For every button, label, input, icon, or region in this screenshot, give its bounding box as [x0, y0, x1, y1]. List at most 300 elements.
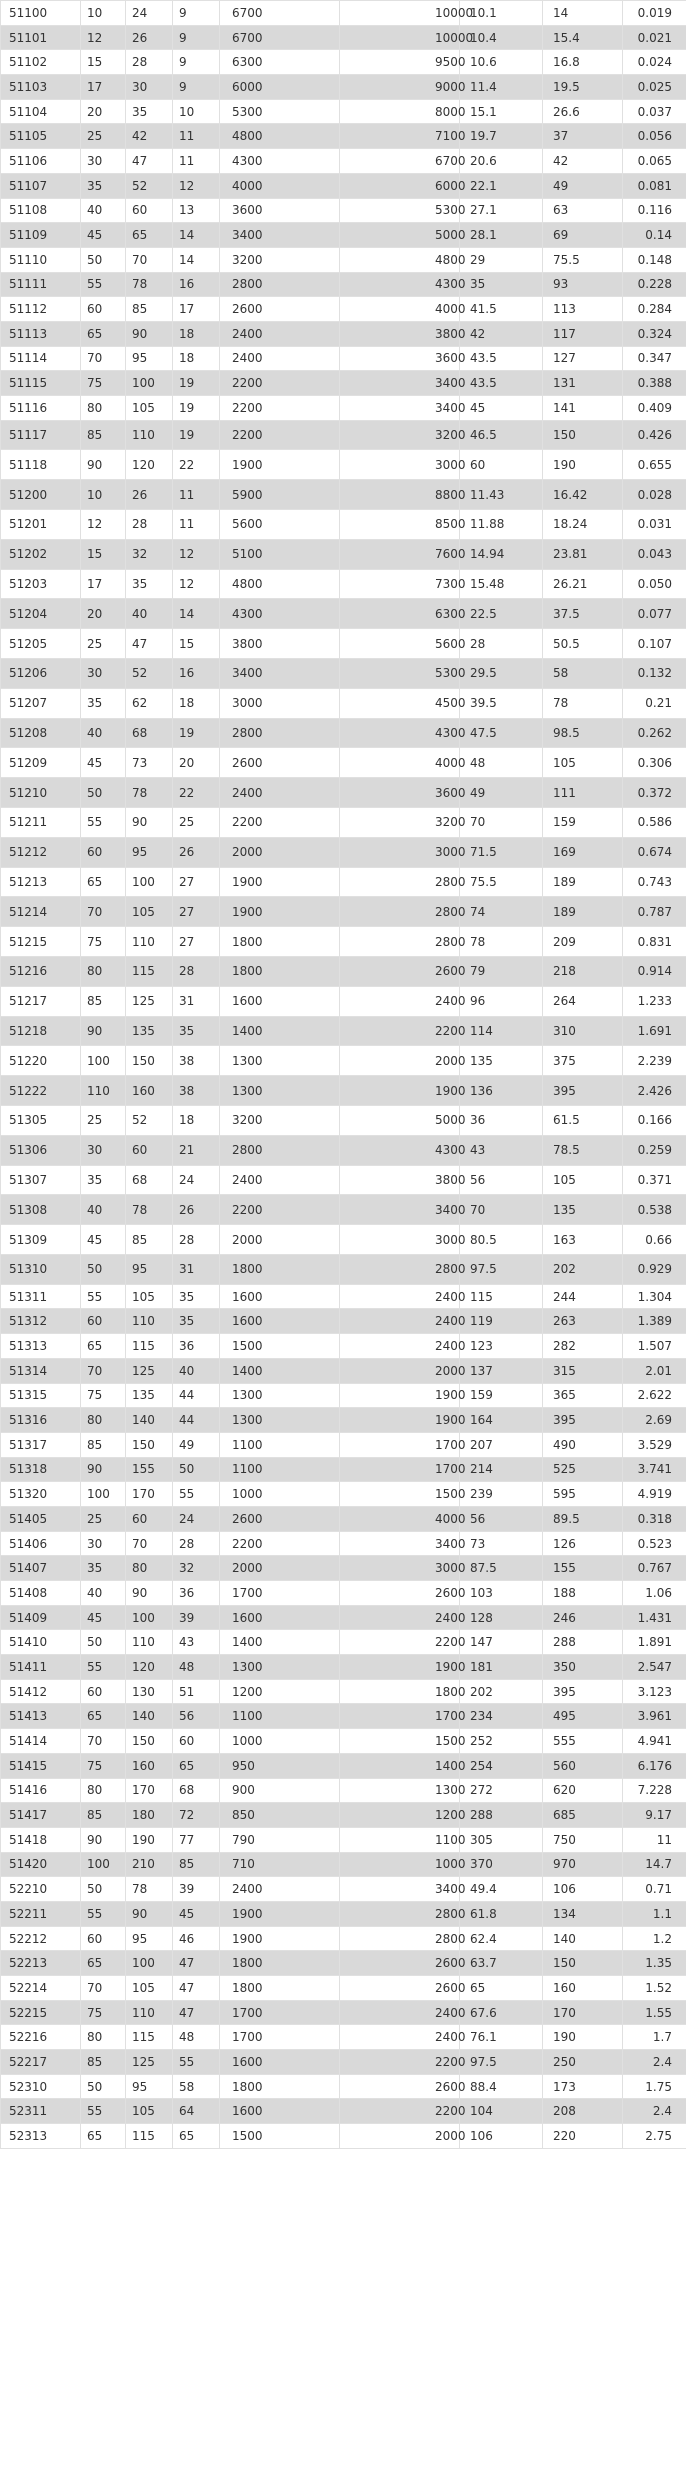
speed-grease-cell: 1600 [220, 1309, 340, 1334]
table-row [1, 321, 686, 346]
height-cell: 43 [173, 1630, 220, 1655]
table-row [1, 198, 686, 223]
dynamic-load-cell: 10.6 [460, 50, 543, 75]
speed-oil-cell: 2000 [340, 1046, 460, 1076]
inner-diameter-cell: 80 [81, 957, 126, 987]
inner-diameter-cell: 50 [81, 1255, 126, 1285]
inner-diameter-cell: 25 [81, 1506, 126, 1531]
dynamic-load-cell: 11.88 [460, 510, 543, 540]
speed-grease-cell: 1400 [220, 1358, 340, 1383]
height-cell: 48 [173, 1655, 220, 1680]
static-load-cell: 93 [543, 272, 623, 297]
height-cell: 38 [173, 1046, 220, 1076]
height-cell: 21 [173, 1135, 220, 1165]
speed-oil-cell: 5600 [340, 629, 460, 659]
weight-cell: 0.132 [623, 659, 686, 689]
dynamic-load-cell: 20.6 [460, 149, 543, 174]
static-load-cell: 208 [543, 2099, 623, 2124]
speed-oil-cell: 3600 [340, 778, 460, 808]
speed-oil-cell: 2600 [340, 1976, 460, 2001]
model-cell: 51104 [1, 99, 81, 124]
outer-diameter-cell: 26 [126, 25, 173, 50]
weight-cell: 0.116 [623, 198, 686, 223]
inner-diameter-cell: 110 [81, 1076, 126, 1106]
weight-cell: 0.409 [623, 396, 686, 421]
table-row [1, 1976, 686, 2001]
static-load-cell: 365 [543, 1383, 623, 1408]
outer-diameter-cell: 105 [126, 2099, 173, 2124]
model-cell: 51209 [1, 748, 81, 778]
dynamic-load-cell: 71.5 [460, 837, 543, 867]
static-load-cell: 106 [543, 1877, 623, 1902]
inner-diameter-cell: 70 [81, 346, 126, 371]
weight-cell: 0.586 [623, 808, 686, 838]
table-row [1, 510, 686, 540]
static-load-cell: 155 [543, 1556, 623, 1581]
weight-cell: 11 [623, 1827, 686, 1852]
static-load-cell: 555 [543, 1729, 623, 1754]
speed-grease-cell: 2400 [220, 321, 340, 346]
speed-grease-cell: 3600 [220, 198, 340, 223]
static-load-cell: 58 [543, 659, 623, 689]
inner-diameter-cell: 65 [81, 1951, 126, 1976]
height-cell: 26 [173, 837, 220, 867]
dynamic-load-cell: 19.7 [460, 124, 543, 149]
inner-diameter-cell: 90 [81, 1827, 126, 1852]
inner-diameter-cell: 40 [81, 718, 126, 748]
table-row [1, 480, 686, 510]
model-cell: 51105 [1, 124, 81, 149]
weight-cell: 0.259 [623, 1135, 686, 1165]
inner-diameter-cell: 75 [81, 371, 126, 396]
outer-diameter-cell: 32 [126, 539, 173, 569]
speed-oil-cell: 5000 [340, 223, 460, 248]
speed-grease-cell: 1800 [220, 1255, 340, 1285]
model-cell: 51411 [1, 1655, 81, 1680]
dynamic-load-cell: 67.6 [460, 2000, 543, 2025]
model-cell: 51103 [1, 75, 81, 100]
inner-diameter-cell: 85 [81, 1803, 126, 1828]
weight-cell: 1.2 [623, 1926, 686, 1951]
weight-cell: 1.52 [623, 1976, 686, 2001]
table-row [1, 1704, 686, 1729]
outer-diameter-cell: 170 [126, 1778, 173, 1803]
outer-diameter-cell: 110 [126, 1309, 173, 1334]
speed-grease-cell: 6000 [220, 75, 340, 100]
outer-diameter-cell: 105 [126, 1976, 173, 2001]
static-load-cell: 150 [543, 420, 623, 450]
speed-oil-cell: 2200 [340, 1016, 460, 1046]
height-cell: 65 [173, 1753, 220, 1778]
dynamic-load-cell: 45 [460, 396, 543, 421]
height-cell: 22 [173, 450, 220, 480]
inner-diameter-cell: 55 [81, 1655, 126, 1680]
inner-diameter-cell: 17 [81, 569, 126, 599]
inner-diameter-cell: 75 [81, 2000, 126, 2025]
static-load-cell: 685 [543, 1803, 623, 1828]
speed-grease-cell: 1600 [220, 1284, 340, 1309]
speed-grease-cell: 1000 [220, 1482, 340, 1507]
table-row [1, 897, 686, 927]
outer-diameter-cell: 110 [126, 420, 173, 450]
dynamic-load-cell: 46.5 [460, 420, 543, 450]
static-load-cell: 315 [543, 1358, 623, 1383]
static-load-cell: 126 [543, 1531, 623, 1556]
speed-oil-cell: 1000 [340, 1852, 460, 1877]
dynamic-load-cell: 43.5 [460, 346, 543, 371]
outer-diameter-cell: 60 [126, 198, 173, 223]
table-row [1, 149, 686, 174]
speed-grease-cell: 6700 [220, 1, 340, 26]
speed-grease-cell: 1000 [220, 1729, 340, 1754]
model-cell: 51214 [1, 897, 81, 927]
static-load-cell: 264 [543, 986, 623, 1016]
model-cell: 52216 [1, 2025, 81, 2050]
outer-diameter-cell: 180 [126, 1803, 173, 1828]
model-cell: 52211 [1, 1901, 81, 1926]
inner-diameter-cell: 45 [81, 223, 126, 248]
outer-diameter-cell: 210 [126, 1852, 173, 1877]
outer-diameter-cell: 35 [126, 569, 173, 599]
height-cell: 36 [173, 1581, 220, 1606]
static-load-cell: 202 [543, 1255, 623, 1285]
static-load-cell: 750 [543, 1827, 623, 1852]
inner-diameter-cell: 100 [81, 1046, 126, 1076]
static-load-cell: 16.8 [543, 50, 623, 75]
weight-cell: 2.426 [623, 1076, 686, 1106]
weight-cell: 0.538 [623, 1195, 686, 1225]
static-load-cell: 37.5 [543, 599, 623, 629]
speed-oil-cell: 2800 [340, 1926, 460, 1951]
speed-oil-cell: 1900 [340, 1383, 460, 1408]
inner-diameter-cell: 75 [81, 1383, 126, 1408]
inner-diameter-cell: 80 [81, 1408, 126, 1433]
speed-grease-cell: 2800 [220, 272, 340, 297]
outer-diameter-cell: 100 [126, 1605, 173, 1630]
outer-diameter-cell: 78 [126, 1877, 173, 1902]
outer-diameter-cell: 100 [126, 867, 173, 897]
weight-cell: 0.077 [623, 599, 686, 629]
speed-grease-cell: 3200 [220, 247, 340, 272]
speed-oil-cell: 1900 [340, 1655, 460, 1680]
table-row [1, 1482, 686, 1507]
dynamic-load-cell: 76.1 [460, 2025, 543, 2050]
outer-diameter-cell: 95 [126, 2074, 173, 2099]
table-row [1, 1225, 686, 1255]
speed-grease-cell: 2200 [220, 808, 340, 838]
outer-diameter-cell: 125 [126, 2050, 173, 2075]
height-cell: 27 [173, 927, 220, 957]
height-cell: 58 [173, 2074, 220, 2099]
static-load-cell: 190 [543, 450, 623, 480]
outer-diameter-cell: 115 [126, 1334, 173, 1359]
model-cell: 52213 [1, 1951, 81, 1976]
inner-diameter-cell: 65 [81, 1334, 126, 1359]
weight-cell: 0.347 [623, 346, 686, 371]
dynamic-load-cell: 63.7 [460, 1951, 543, 1976]
outer-diameter-cell: 150 [126, 1046, 173, 1076]
weight-cell: 0.166 [623, 1106, 686, 1136]
table-row [1, 1877, 686, 1902]
model-cell: 51210 [1, 778, 81, 808]
model-cell: 51116 [1, 396, 81, 421]
speed-grease-cell: 1300 [220, 1383, 340, 1408]
height-cell: 16 [173, 659, 220, 689]
outer-diameter-cell: 140 [126, 1704, 173, 1729]
table-row [1, 629, 686, 659]
speed-grease-cell: 2200 [220, 420, 340, 450]
model-cell: 51307 [1, 1165, 81, 1195]
speed-grease-cell: 1200 [220, 1679, 340, 1704]
static-load-cell: 560 [543, 1753, 623, 1778]
speed-oil-cell: 1500 [340, 1482, 460, 1507]
static-load-cell: 111 [543, 778, 623, 808]
height-cell: 12 [173, 539, 220, 569]
speed-oil-cell: 1200 [340, 1803, 460, 1828]
weight-cell: 1.389 [623, 1309, 686, 1334]
table-row [1, 1195, 686, 1225]
height-cell: 14 [173, 599, 220, 629]
weight-cell: 0.056 [623, 124, 686, 149]
table-row [1, 599, 686, 629]
dynamic-load-cell: 104 [460, 2099, 543, 2124]
inner-diameter-cell: 60 [81, 837, 126, 867]
inner-diameter-cell: 55 [81, 1901, 126, 1926]
weight-cell: 2.547 [623, 1655, 686, 1680]
model-cell: 51212 [1, 837, 81, 867]
outer-diameter-cell: 105 [126, 897, 173, 927]
speed-oil-cell: 2800 [340, 927, 460, 957]
speed-oil-cell: 2800 [340, 1255, 460, 1285]
height-cell: 28 [173, 957, 220, 987]
table-row [1, 659, 686, 689]
inner-diameter-cell: 55 [81, 272, 126, 297]
static-load-cell: 78 [543, 688, 623, 718]
outer-diameter-cell: 115 [126, 2124, 173, 2149]
model-cell: 51112 [1, 297, 81, 322]
dynamic-load-cell: 80.5 [460, 1225, 543, 1255]
model-cell: 51203 [1, 569, 81, 599]
table-row [1, 50, 686, 75]
outer-diameter-cell: 155 [126, 1457, 173, 1482]
outer-diameter-cell: 28 [126, 510, 173, 540]
static-load-cell: 134 [543, 1901, 623, 1926]
dynamic-load-cell: 164 [460, 1408, 543, 1433]
height-cell: 85 [173, 1852, 220, 1877]
speed-oil-cell: 2600 [340, 1581, 460, 1606]
dynamic-load-cell: 28 [460, 629, 543, 659]
height-cell: 49 [173, 1432, 220, 1457]
static-load-cell: 190 [543, 2025, 623, 2050]
speed-oil-cell: 3400 [340, 1877, 460, 1902]
speed-grease-cell: 1600 [220, 2050, 340, 2075]
inner-diameter-cell: 70 [81, 897, 126, 927]
table-row [1, 223, 686, 248]
dynamic-load-cell: 128 [460, 1605, 543, 1630]
static-load-cell: 595 [543, 1482, 623, 1507]
speed-oil-cell: 3200 [340, 420, 460, 450]
static-load-cell: 244 [543, 1284, 623, 1309]
speed-grease-cell: 4800 [220, 124, 340, 149]
weight-cell: 1.507 [623, 1334, 686, 1359]
speed-grease-cell: 2400 [220, 1165, 340, 1195]
speed-grease-cell: 1900 [220, 867, 340, 897]
inner-diameter-cell: 80 [81, 2025, 126, 2050]
table-row [1, 124, 686, 149]
weight-cell: 0.228 [623, 272, 686, 297]
static-load-cell: 61.5 [543, 1106, 623, 1136]
model-cell: 51313 [1, 1334, 81, 1359]
model-cell: 52214 [1, 1976, 81, 2001]
dynamic-load-cell: 305 [460, 1827, 543, 1852]
speed-grease-cell: 1600 [220, 2099, 340, 2124]
static-load-cell: 42 [543, 149, 623, 174]
height-cell: 45 [173, 1901, 220, 1926]
dynamic-load-cell: 27.1 [460, 198, 543, 223]
model-cell: 51213 [1, 867, 81, 897]
model-cell: 51100 [1, 1, 81, 26]
speed-oil-cell: 9000 [340, 75, 460, 100]
outer-diameter-cell: 110 [126, 927, 173, 957]
outer-diameter-cell: 60 [126, 1506, 173, 1531]
speed-grease-cell: 2000 [220, 1225, 340, 1255]
dynamic-load-cell: 78 [460, 927, 543, 957]
speed-oil-cell: 1400 [340, 1753, 460, 1778]
inner-diameter-cell: 50 [81, 1630, 126, 1655]
dynamic-load-cell: 272 [460, 1778, 543, 1803]
outer-diameter-cell: 140 [126, 1408, 173, 1433]
dynamic-load-cell: 35 [460, 272, 543, 297]
table-row [1, 99, 686, 124]
dynamic-load-cell: 56 [460, 1506, 543, 1531]
inner-diameter-cell: 10 [81, 480, 126, 510]
speed-grease-cell: 850 [220, 1803, 340, 1828]
height-cell: 10 [173, 99, 220, 124]
height-cell: 72 [173, 1803, 220, 1828]
outer-diameter-cell: 160 [126, 1076, 173, 1106]
weight-cell: 2.75 [623, 2124, 686, 2149]
height-cell: 48 [173, 2025, 220, 2050]
height-cell: 44 [173, 1383, 220, 1408]
dynamic-load-cell: 252 [460, 1729, 543, 1754]
dynamic-load-cell: 159 [460, 1383, 543, 1408]
weight-cell: 0.523 [623, 1531, 686, 1556]
height-cell: 19 [173, 371, 220, 396]
speed-oil-cell: 4000 [340, 1506, 460, 1531]
table-row [1, 2099, 686, 2124]
speed-grease-cell: 1700 [220, 2025, 340, 2050]
outer-diameter-cell: 78 [126, 1195, 173, 1225]
table-row [1, 371, 686, 396]
speed-oil-cell: 6300 [340, 599, 460, 629]
speed-oil-cell: 3400 [340, 371, 460, 396]
static-load-cell: 495 [543, 1704, 623, 1729]
static-load-cell: 350 [543, 1655, 623, 1680]
table-row [1, 2074, 686, 2099]
model-cell: 52210 [1, 1877, 81, 1902]
static-load-cell: 113 [543, 297, 623, 322]
static-load-cell: 89.5 [543, 1506, 623, 1531]
table-row [1, 1679, 686, 1704]
table-row [1, 297, 686, 322]
inner-diameter-cell: 65 [81, 2124, 126, 2149]
outer-diameter-cell: 95 [126, 346, 173, 371]
weight-cell: 2.622 [623, 1383, 686, 1408]
dynamic-load-cell: 41.5 [460, 297, 543, 322]
inner-diameter-cell: 90 [81, 450, 126, 480]
inner-diameter-cell: 85 [81, 1432, 126, 1457]
weight-cell: 1.7 [623, 2025, 686, 2050]
inner-diameter-cell: 80 [81, 396, 126, 421]
weight-cell: 0.71 [623, 1877, 686, 1902]
height-cell: 9 [173, 25, 220, 50]
outer-diameter-cell: 120 [126, 1655, 173, 1680]
table-row [1, 1951, 686, 1976]
model-cell: 51109 [1, 223, 81, 248]
static-load-cell: 75.5 [543, 247, 623, 272]
inner-diameter-cell: 40 [81, 198, 126, 223]
outer-diameter-cell: 190 [126, 1827, 173, 1852]
static-load-cell: 310 [543, 1016, 623, 1046]
model-cell: 51306 [1, 1135, 81, 1165]
speed-grease-cell: 3400 [220, 223, 340, 248]
weight-cell: 7.228 [623, 1778, 686, 1803]
dynamic-load-cell: 181 [460, 1655, 543, 1680]
model-cell: 51222 [1, 1076, 81, 1106]
table-row [1, 1729, 686, 1754]
dynamic-load-cell: 10.1 [460, 1, 543, 26]
height-cell: 50 [173, 1457, 220, 1482]
dynamic-load-cell: 15.1 [460, 99, 543, 124]
height-cell: 25 [173, 808, 220, 838]
speed-oil-cell: 4300 [340, 272, 460, 297]
speed-oil-cell: 2600 [340, 1951, 460, 1976]
outer-diameter-cell: 28 [126, 50, 173, 75]
table-row [1, 247, 686, 272]
speed-oil-cell: 2200 [340, 1630, 460, 1655]
table-row [1, 748, 686, 778]
model-cell: 51207 [1, 688, 81, 718]
height-cell: 18 [173, 688, 220, 718]
model-cell: 51202 [1, 539, 81, 569]
table-row [1, 778, 686, 808]
weight-cell: 1.691 [623, 1016, 686, 1046]
height-cell: 15 [173, 629, 220, 659]
weight-cell: 0.426 [623, 420, 686, 450]
dynamic-load-cell: 123 [460, 1334, 543, 1359]
speed-oil-cell: 8800 [340, 480, 460, 510]
weight-cell: 2.69 [623, 1408, 686, 1433]
speed-grease-cell: 2600 [220, 748, 340, 778]
static-load-cell: 78.5 [543, 1135, 623, 1165]
table-body [1, 1, 686, 2149]
dynamic-load-cell: 96 [460, 986, 543, 1016]
outer-diameter-cell: 90 [126, 321, 173, 346]
dynamic-load-cell: 70 [460, 808, 543, 838]
outer-diameter-cell: 90 [126, 1581, 173, 1606]
table-row [1, 1016, 686, 1046]
table-row [1, 927, 686, 957]
model-cell: 51220 [1, 1046, 81, 1076]
model-cell: 51115 [1, 371, 81, 396]
model-cell: 51118 [1, 450, 81, 480]
dynamic-load-cell: 79 [460, 957, 543, 987]
inner-diameter-cell: 75 [81, 927, 126, 957]
height-cell: 22 [173, 778, 220, 808]
speed-oil-cell: 2200 [340, 2050, 460, 2075]
dynamic-load-cell: 29 [460, 247, 543, 272]
inner-diameter-cell: 17 [81, 75, 126, 100]
